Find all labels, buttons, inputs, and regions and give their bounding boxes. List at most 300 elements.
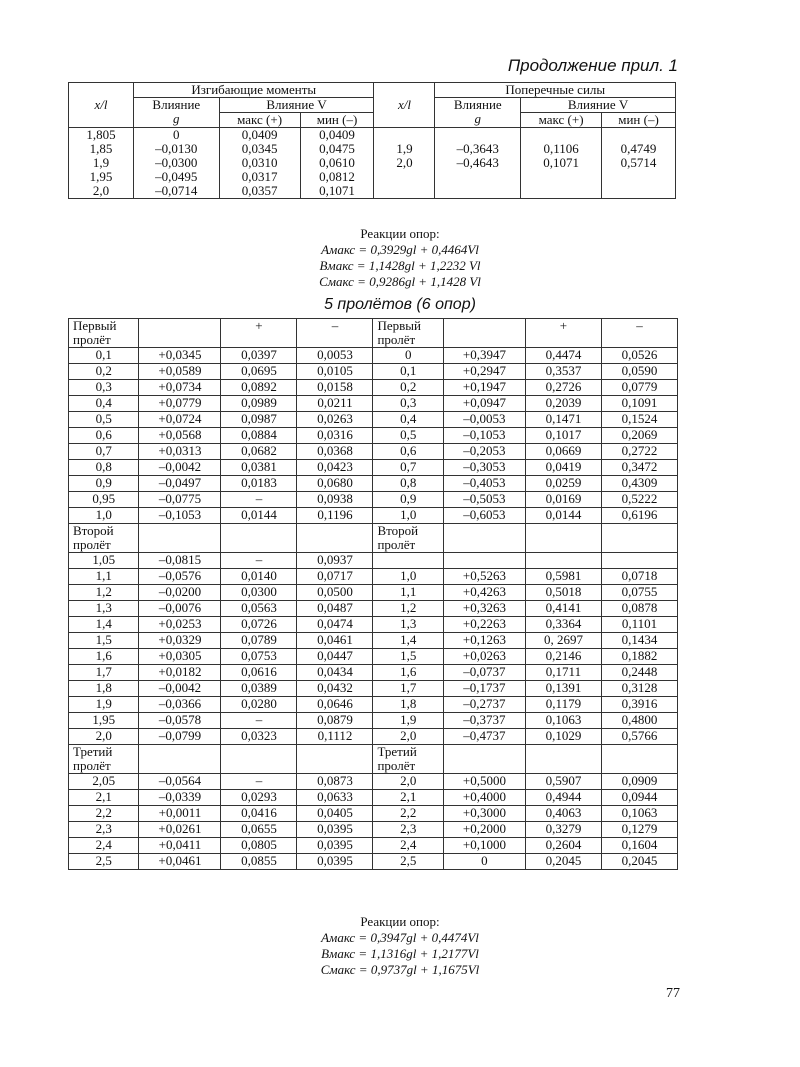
table-cell: – [221,713,297,729]
table-cell: 0,5766 [601,729,677,745]
table-cell: 0,1063 [601,806,677,822]
table-row [69,790,678,806]
cell-value: 0,0345 [241,141,278,156]
table-cell: – [221,774,297,790]
table-continuation [68,82,676,199]
table-row [69,585,678,601]
table-cell: 0,2726 [525,380,601,396]
table-cell: 0,4 [373,412,443,428]
plus-sign [525,745,601,774]
table-cell: 0,1017 [525,428,601,444]
table-cell: 2,1 [69,790,139,806]
table-cell: 0,1179 [525,697,601,713]
cell-value: 2,0 [92,183,110,198]
table-row [69,380,678,396]
table-cell: –0,0775 [139,492,221,508]
table-cell: 0,4800 [601,713,677,729]
table-cell: +0,3263 [443,601,525,617]
table-cell: 0,0682 [221,444,297,460]
plus-sign: + [221,319,297,348]
table-row [69,428,678,444]
table-cell: +0,0182 [139,665,221,681]
table-cell: 0,0563 [221,601,297,617]
table-cell: 0,0909 [601,774,677,790]
table-cell: 0,0987 [221,412,297,428]
section-title: 5 пролётов (6 опор) [324,296,476,313]
table-cell [373,553,443,569]
table-cell: +0,0461 [139,854,221,870]
table-cell: 1,3 [373,617,443,633]
table-cell: 1,0 [69,508,139,524]
table-cell: +0,0305 [139,649,221,665]
table-cell: 0,7 [373,460,443,476]
table-cell: –0,0042 [139,460,221,476]
table-row [69,396,678,412]
plus-sign [525,524,601,553]
reaction-a: Aмакс = 0,3947gl + 0,4474Vl [321,930,479,945]
table-cell: 0,0211 [297,396,373,412]
table-cell: 0,3 [373,396,443,412]
table-cell: 0,3916 [601,697,677,713]
table-cell: 1,8 [69,681,139,697]
table-row [69,729,678,745]
cell-value: 0,0357 [241,183,278,198]
cell-max [521,128,602,199]
table-cell: +0,0011 [139,806,221,822]
table-cell: 0,5907 [525,774,601,790]
table-cell: 1,4 [69,617,139,633]
cell-value: 1,85 [89,141,113,156]
cell-g [435,128,521,199]
table-cell: 0,0395 [297,854,373,870]
span-label: Третий пролёт [69,745,139,774]
minus-sign [601,524,677,553]
table-cell: 0 [443,854,525,870]
table-cell: 0,4309 [601,476,677,492]
cell-value: 0,5714 [620,155,657,170]
table-row [69,476,678,492]
table-cell: 0,3128 [601,681,677,697]
cell-value: 2,0 [396,155,413,170]
table-cell: 1,1 [373,585,443,601]
table-row [69,364,678,380]
table-cell: 0,0616 [221,665,297,681]
table-cell: 1,1 [69,569,139,585]
table-row [69,492,678,508]
table-cell: –0,0339 [139,790,221,806]
table-cell: 0,2722 [601,444,677,460]
table-cell: 0,0500 [297,585,373,601]
table-cell: 0,1196 [297,508,373,524]
table-cell: 0,5222 [601,492,677,508]
table-cell: +0,0329 [139,633,221,649]
table-cell: 0,4474 [525,348,601,364]
table-cell: 0,0293 [221,790,297,806]
table-cell: 0,0526 [601,348,677,364]
table-cell: 1,7 [373,681,443,697]
table-cell [443,553,525,569]
table-cell: 0,1524 [601,412,677,428]
span-label: Третий пролёт [373,745,443,774]
header-max-left: макс (+) [219,113,300,128]
reactions-block-1 [0,226,800,290]
cell-value: 0,0475 [319,141,355,156]
table-cell: –0,4737 [443,729,525,745]
header-xl-right: x/l [374,83,435,128]
table-cell: –0,0497 [139,476,221,492]
table-cell: 1,05 [69,553,139,569]
cell-value: –0,3643 [456,141,499,156]
table-cell: 0,0879 [297,713,373,729]
cell-value: –0,0300 [155,155,198,170]
table-cell: +0,4263 [443,585,525,601]
table-row [69,348,678,364]
table-cell: –0,0200 [139,585,221,601]
table-cell: 0,2045 [601,854,677,870]
table-cell: 0,0323 [221,729,297,745]
table-cell: 0,0381 [221,460,297,476]
table-cell: +0,5263 [443,569,525,585]
table-cell: 0,1112 [297,729,373,745]
table-cell: 0,0395 [297,838,373,854]
cell-min [602,128,676,199]
table-cell: – [221,553,297,569]
table-cell: 0,0633 [297,790,373,806]
table-cell: 1,2 [373,601,443,617]
table-cell: 0,1091 [601,396,677,412]
table-cell: 0,0753 [221,649,297,665]
span-header-row [69,319,678,348]
table-cell: –0,0042 [139,681,221,697]
table-row [69,617,678,633]
table-cell: 0,4063 [525,806,601,822]
table-cell: 2,0 [69,729,139,745]
reaction-b: Bмакс = 1,1316gl + 1,2177Vl [321,946,479,961]
table-cell: 0,2146 [525,649,601,665]
table-cell: 0,1063 [525,713,601,729]
table-cell: –0,2737 [443,697,525,713]
span-label: Первый пролёт [69,319,139,348]
table-cell: 0,0938 [297,492,373,508]
header-influence-g-right [435,98,521,128]
header-min-left: мин (–) [300,113,374,128]
table-cell: 0,0873 [297,774,373,790]
table-cell: +0,1947 [443,380,525,396]
table-cell: 0,1279 [601,822,677,838]
table-cell: +0,0345 [139,348,221,364]
table-cell: 0,0680 [297,476,373,492]
table-cell: 0,4944 [525,790,601,806]
header-influence-v-right: Влияние V [521,98,676,113]
table-cell: 1,5 [373,649,443,665]
cell-value: 0,0310 [241,155,278,170]
table-cell: +0,4000 [443,790,525,806]
table-cell: 0,1101 [601,617,677,633]
header-moments: Изгибающие моменты [134,83,374,98]
blank-cell [139,524,221,553]
table-cell: 0,2069 [601,428,677,444]
header-xl-left: x/l [69,83,134,128]
table-cell: 0,0474 [297,617,373,633]
table-cell: 0,0416 [221,806,297,822]
table-cell: 0,5 [373,428,443,444]
table-cell: 0,0158 [297,380,373,396]
table-cell: +0,0734 [139,380,221,396]
table-row [69,681,678,697]
table-cell: 0,0646 [297,697,373,713]
table-cell: 0,0487 [297,601,373,617]
span-header-row [69,524,678,553]
blank-cell [443,524,525,553]
cell-value: 0,1071 [543,155,579,170]
table-cell: –0,6053 [443,508,525,524]
table-cell: –0,0578 [139,713,221,729]
cell-value: 0,0409 [241,127,278,142]
table-cell: –0,0366 [139,697,221,713]
table-cell: 0,6 [69,428,139,444]
cell-value: 0,0317 [241,169,278,184]
header-influence-label: Влияние [152,97,201,112]
table-cell: 0,4 [69,396,139,412]
table-cell: +0,0568 [139,428,221,444]
continuation-heading: Продолжение прил. 1 [507,56,678,75]
table-cell: –0,1737 [443,681,525,697]
table-cell: 0,0316 [297,428,373,444]
table-cell: –0,1053 [139,508,221,524]
table-cell: –0,0799 [139,729,221,745]
table-cell: 0,3279 [525,822,601,838]
reactions-title: Реакции опор: [360,226,440,241]
table-row [69,854,678,870]
blank-cell [443,745,525,774]
table-cell: 1,0 [373,508,443,524]
table-row [69,649,678,665]
table-cell: 1,6 [373,665,443,681]
blank-cell [139,745,221,774]
table-cell: –0,0564 [139,774,221,790]
table-cell: 0,0718 [601,569,677,585]
table-cell: 0,0695 [221,364,297,380]
minus-sign [297,524,373,553]
cell-value: 1,95 [89,169,113,184]
table-cell: 0,0368 [297,444,373,460]
table-cell: 0,0434 [297,665,373,681]
table-cell: 0,0855 [221,854,297,870]
table-cell: 0,0183 [221,476,297,492]
table-cell [601,553,677,569]
table-cell: +0,0779 [139,396,221,412]
table-cell: –0,0076 [139,601,221,617]
cell-g [134,128,220,199]
table-cell: 0,2 [373,380,443,396]
table-cell: 0,1471 [525,412,601,428]
cell-x [69,128,134,199]
table-cell: 0,8 [373,476,443,492]
table-cell: +0,0313 [139,444,221,460]
table-cell: 1,4 [373,633,443,649]
table-cell: 0,0447 [297,649,373,665]
table-cell: 1,5 [69,633,139,649]
table-row [69,697,678,713]
reaction-b: Bмакс = 1,1428gl + 1,2232 Vl [319,258,481,273]
cell-x [374,128,435,199]
table-cell: 0,0259 [525,476,601,492]
cell-max [219,128,300,199]
table-cell: 0,0053 [297,348,373,364]
reaction-c: Cмакс = 0,9737gl + 1,1675Vl [320,962,480,977]
table-cell: 0,1882 [601,649,677,665]
table-cell: 0,2604 [525,838,601,854]
table-five-spans [68,318,678,870]
table-cell: 0,0144 [525,508,601,524]
cell-value: 0,1106 [543,141,579,156]
reactions-title: Реакции опор: [360,914,440,929]
cell-value: –0,0714 [155,183,198,198]
table-cell: 1,0 [373,569,443,585]
table-cell: 0,2 [69,364,139,380]
table-cell: 0,5 [69,412,139,428]
table-cell: 0,0884 [221,428,297,444]
header-influence-v-left: Влияние V [219,98,374,113]
table-cell: +0,1000 [443,838,525,854]
table-cell: 0,0726 [221,617,297,633]
table-cell [525,553,601,569]
table-cell: +0,0263 [443,649,525,665]
table-cell: 0,6 [373,444,443,460]
table-cell: 0,0397 [221,348,297,364]
blank-cell [139,319,221,348]
table-cell: +0,0253 [139,617,221,633]
table-cell: 2,3 [373,822,443,838]
table-cell: 0,0944 [601,790,677,806]
table-cell: 0, 2697 [525,633,601,649]
table-cell: 0,3364 [525,617,601,633]
table-cell: 0,0669 [525,444,601,460]
header-min-right: мин (–) [602,113,676,128]
table-cell: 2,2 [373,806,443,822]
table-cell: 0 [373,348,443,364]
plus-sign: + [525,319,601,348]
table-row [69,601,678,617]
table-cell: +0,5000 [443,774,525,790]
minus-sign: – [297,319,373,348]
cell-value: 1,9 [92,155,110,170]
span-label: Второй пролёт [69,524,139,553]
span-label: Второй пролёт [373,524,443,553]
cell-value: 0 [173,127,180,142]
table-cell: 0,9 [69,476,139,492]
minus-sign: – [601,319,677,348]
table-cell: +0,2000 [443,822,525,838]
table-cell: 0,0105 [297,364,373,380]
table-cell: 1,9 [373,713,443,729]
table-cell: 0,95 [69,492,139,508]
minus-sign [297,745,373,774]
table-row [69,412,678,428]
table-cell: 0,0779 [601,380,677,396]
cell-value: 1,9 [396,141,413,156]
header-shear: Поперечные силы [435,83,676,98]
table-row [69,665,678,681]
table-cell: –0,0576 [139,569,221,585]
table-cell: 0,2039 [525,396,601,412]
table-cell: 0,2448 [601,665,677,681]
cell-value: –0,0495 [155,169,198,184]
table-cell: +0,0261 [139,822,221,838]
table-cell: 1,95 [69,713,139,729]
table-cell: 0,0419 [525,460,601,476]
table-cell: 0,0405 [297,806,373,822]
table-cell: 0,1 [69,348,139,364]
table-cell: 1,3 [69,601,139,617]
table-cell: –0,0815 [139,553,221,569]
table-cell: +0,2263 [443,617,525,633]
table-cell: 0,3537 [525,364,601,380]
table-cell: –0,3737 [443,713,525,729]
table-row [69,774,678,790]
table-cell: 1,9 [69,697,139,713]
table-row [69,822,678,838]
table-cell: 0,0461 [297,633,373,649]
cell-value: –0,0130 [155,141,198,156]
table-row [69,838,678,854]
table-cell: 0,5018 [525,585,601,601]
table-row [69,444,678,460]
table-cell: 0,0937 [297,553,373,569]
table-cell: +0,0589 [139,364,221,380]
plus-sign [221,524,297,553]
table-cell: 0,1029 [525,729,601,745]
table-cell: 1,2 [69,585,139,601]
table-cell: 2,4 [373,838,443,854]
table-cell: –0,3053 [443,460,525,476]
header-influence-label: Влияние [453,97,502,112]
table-cell: 0,0717 [297,569,373,585]
table-cell: +0,1263 [443,633,525,649]
table-row [69,806,678,822]
table-cell: 0,0878 [601,601,677,617]
cell-value: 0,0409 [319,127,355,142]
table-cell: 0,0423 [297,460,373,476]
table-cell: 0,5981 [525,569,601,585]
cell-value: 0,0812 [319,169,355,184]
table-cell: +0,0724 [139,412,221,428]
table-cell: –0,5053 [443,492,525,508]
table-cell: 0,9 [373,492,443,508]
table-cell: –0,2053 [443,444,525,460]
table-cell: 1,6 [69,649,139,665]
table-row [69,553,678,569]
reaction-c: Cмакс = 0,9286gl + 1,1428 Vl [319,274,481,289]
table-cell: 0,0989 [221,396,297,412]
table-cell: 0,3 [69,380,139,396]
table-row [69,128,676,199]
minus-sign [601,745,677,774]
table-cell: 0,0395 [297,822,373,838]
blank-cell [443,319,525,348]
table-cell: – [221,492,297,508]
table-cell: 0,0789 [221,633,297,649]
cell-min [300,128,374,199]
table-cell: 2,5 [69,854,139,870]
header-influence-g-left [134,98,220,128]
table-cell: –0,1053 [443,428,525,444]
reactions-block-2 [0,914,800,978]
table-cell: 0,0655 [221,822,297,838]
table-cell: +0,3947 [443,348,525,364]
table-cell: 0,2045 [525,854,601,870]
table-cell: 0,3472 [601,460,677,476]
